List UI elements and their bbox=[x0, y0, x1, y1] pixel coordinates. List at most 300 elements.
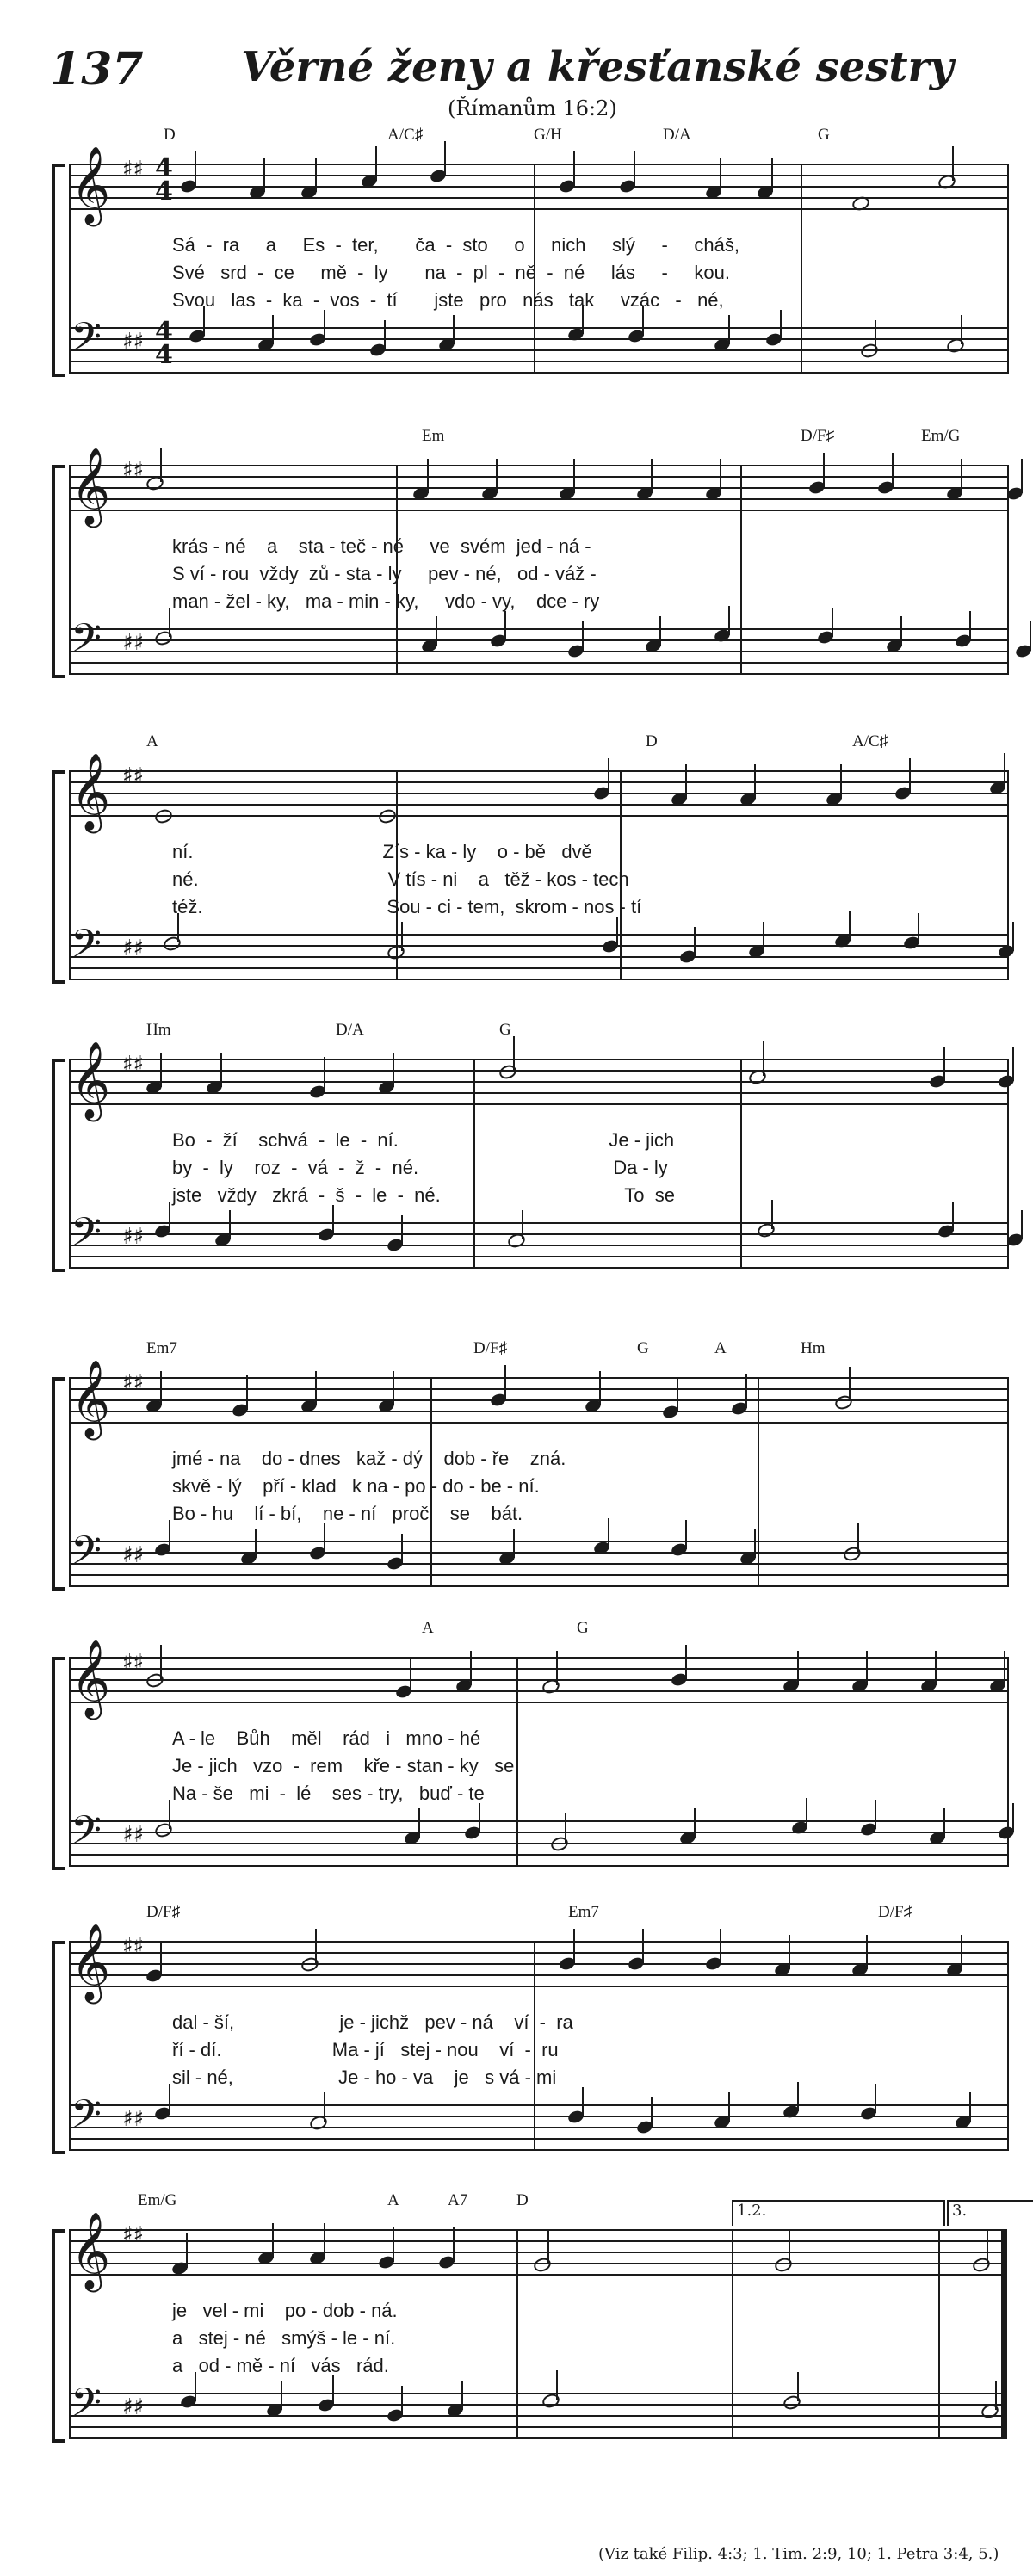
staff-line bbox=[69, 979, 1007, 980]
note-stem bbox=[780, 310, 782, 339]
staff-line bbox=[69, 1222, 1007, 1224]
staff-line bbox=[69, 2149, 1007, 2151]
note-stem bbox=[169, 1800, 170, 1829]
note-stem bbox=[797, 2082, 799, 2111]
note-stem bbox=[160, 1645, 162, 1679]
note-stem bbox=[186, 2233, 188, 2268]
staff-line bbox=[69, 651, 1007, 652]
key-signature-icon: ♯♯ bbox=[122, 2394, 145, 2420]
treble-clef-icon: 𝄞 bbox=[71, 146, 111, 224]
note-stem bbox=[849, 911, 851, 941]
staff-line bbox=[69, 2240, 1007, 2242]
note-stem bbox=[892, 453, 894, 487]
note-stem bbox=[169, 608, 170, 637]
chord-symbol: A/C♯ bbox=[387, 126, 424, 144]
note-stem bbox=[995, 2381, 997, 2410]
note-stem bbox=[556, 1651, 558, 1685]
chord-symbol: Em7 bbox=[568, 1903, 599, 1921]
lyric-line-verse-3: sil - né, Je - ho - va je s vá - mi bbox=[172, 2066, 557, 2088]
staff-line bbox=[69, 1865, 1007, 1867]
note-stem bbox=[943, 1047, 945, 1081]
note-stem bbox=[866, 1651, 868, 1685]
note-stem bbox=[943, 1808, 945, 1838]
staff-line bbox=[69, 815, 1007, 817]
note-stem bbox=[418, 1808, 420, 1838]
note-stem bbox=[634, 151, 635, 186]
bass-clef-icon: 𝄢 bbox=[71, 1807, 102, 1863]
treble-staff bbox=[69, 753, 1007, 831]
barline bbox=[1007, 1377, 1009, 1587]
note-stem bbox=[771, 158, 773, 192]
note-stem bbox=[324, 2223, 325, 2258]
staff-line bbox=[69, 1574, 1007, 1576]
note-stem bbox=[771, 1200, 773, 1229]
staff-line bbox=[69, 476, 1007, 478]
bass-staff bbox=[69, 921, 1007, 982]
staff-line bbox=[69, 175, 1007, 176]
note-stem bbox=[987, 2229, 988, 2264]
note-stem bbox=[875, 1800, 876, 1829]
chord-symbol: Hm bbox=[146, 1021, 171, 1039]
note-stem bbox=[875, 2084, 876, 2113]
note-stem bbox=[281, 2381, 282, 2410]
note-stem bbox=[875, 320, 876, 349]
barline bbox=[69, 2229, 71, 2439]
staff-line bbox=[69, 1702, 1007, 1703]
note-stem bbox=[169, 1520, 170, 1549]
music-system bbox=[52, 1339, 1007, 1627]
staff-line bbox=[69, 1563, 1007, 1565]
staff-line bbox=[69, 1388, 1007, 1390]
note-stem bbox=[582, 621, 584, 651]
note-stem bbox=[1012, 922, 1014, 951]
lyric-line-verse-1: Sá - ra a Es - ter, ča - sto o nich slý - cháš, bbox=[172, 234, 739, 256]
note-stem bbox=[332, 1205, 334, 1234]
bass-clef-icon: 𝄢 bbox=[71, 2380, 102, 2436]
footnote: (Viz také Filip. 4:3; 1. Tim. 2:9, 10; 1. Petra 3:4, 5.) bbox=[598, 2545, 999, 2563]
note-stem bbox=[694, 927, 696, 956]
note-stem bbox=[754, 764, 756, 799]
staff-line bbox=[69, 186, 1007, 188]
note-stem bbox=[160, 1053, 162, 1087]
staff-line bbox=[69, 498, 1007, 500]
staff-line bbox=[69, 1843, 1007, 1844]
staff-line bbox=[69, 639, 1007, 641]
note-stem bbox=[952, 1202, 954, 1231]
barline bbox=[69, 770, 71, 980]
note-stem bbox=[393, 1371, 394, 1405]
note-stem bbox=[1021, 459, 1023, 493]
system-bracket bbox=[52, 1941, 65, 2154]
barline bbox=[69, 1657, 71, 1867]
note-stem bbox=[763, 922, 764, 951]
chord-symbol: D bbox=[164, 126, 176, 144]
note-stem bbox=[272, 2223, 274, 2258]
note-stem bbox=[763, 1041, 764, 1076]
lyric-line-verse-1: ní. Zís - ka - ly o - bě dvě bbox=[172, 841, 592, 862]
staff-line bbox=[69, 1399, 1007, 1401]
note-stem bbox=[504, 1365, 506, 1399]
chord-symbol: D/F♯ bbox=[473, 1339, 508, 1357]
staff-line bbox=[69, 164, 1007, 165]
staff-line bbox=[69, 2127, 1007, 2128]
note-stem bbox=[952, 146, 954, 181]
note-stem bbox=[651, 2097, 653, 2127]
staff-line bbox=[69, 781, 1007, 783]
staff-line bbox=[69, 2437, 1007, 2439]
note-stem bbox=[246, 1375, 248, 1410]
chord-symbol: G bbox=[637, 1339, 649, 1357]
note-stem bbox=[263, 158, 265, 192]
staff-line bbox=[69, 1974, 1007, 1976]
note-stem bbox=[384, 320, 386, 349]
barline bbox=[938, 2229, 940, 2439]
note-stem bbox=[513, 1529, 515, 1558]
note-stem bbox=[324, 1057, 325, 1091]
note-stem bbox=[823, 453, 825, 487]
chord-symbol: G/H bbox=[534, 126, 562, 144]
note-stem bbox=[504, 611, 506, 640]
note-stem bbox=[160, 448, 162, 482]
system-bracket bbox=[52, 770, 65, 984]
note-stem bbox=[685, 1520, 687, 1549]
note-stem bbox=[565, 1813, 566, 1843]
note-stem bbox=[160, 1371, 162, 1405]
key-signature-icon: ♯♯ bbox=[122, 458, 145, 484]
note-stem bbox=[522, 1210, 523, 1239]
barline bbox=[516, 1657, 518, 1867]
note-stem bbox=[195, 151, 196, 186]
staff-line bbox=[69, 1552, 1007, 1554]
staff-line bbox=[69, 2274, 1007, 2276]
lyric-line-verse-1: je vel - mi po - dob - ná. bbox=[172, 2300, 398, 2321]
chord-symbol: A bbox=[387, 2191, 399, 2209]
chord-symbol: D/F♯ bbox=[801, 427, 835, 445]
chord-symbol: A bbox=[146, 732, 158, 751]
staff-line bbox=[69, 465, 1007, 466]
bass-clef-icon: 𝄢 bbox=[71, 314, 102, 370]
note-stem bbox=[1012, 1803, 1014, 1832]
note-stem bbox=[513, 1036, 515, 1071]
lyric-line-verse-2: Je - jich vzo - rem kře - stan - ky se bbox=[172, 1755, 515, 1776]
note-stem bbox=[720, 158, 721, 192]
bass-clef-icon: 𝄢 bbox=[71, 1209, 102, 1265]
note-stem bbox=[720, 459, 721, 493]
staff-line bbox=[69, 487, 1007, 489]
treble-staff bbox=[69, 448, 1007, 525]
note-stem bbox=[582, 2087, 584, 2116]
note-stem bbox=[789, 2229, 790, 2264]
bass-clef-icon: 𝄢 bbox=[71, 615, 102, 671]
note-stem bbox=[220, 1053, 222, 1087]
chord-symbol: D/F♯ bbox=[146, 1903, 181, 1921]
note-stem bbox=[840, 764, 842, 799]
chord-symbol: A bbox=[422, 1619, 434, 1637]
note-stem bbox=[961, 1935, 962, 1969]
treble-clef-icon: 𝄞 bbox=[71, 2212, 111, 2289]
note-stem bbox=[410, 1657, 411, 1691]
barline bbox=[1001, 2229, 1007, 2439]
bass-clef-icon: 𝄢 bbox=[71, 2091, 102, 2147]
note-stem bbox=[797, 1651, 799, 1685]
staff-line bbox=[69, 372, 1007, 374]
music-system bbox=[52, 126, 1007, 413]
music-system bbox=[52, 2191, 1007, 2479]
bass-clef-icon: 𝄢 bbox=[71, 1528, 102, 1584]
note-stem bbox=[401, 1534, 403, 1563]
note-stem bbox=[556, 2370, 558, 2400]
note-stem bbox=[961, 459, 962, 493]
note-stem bbox=[573, 151, 575, 186]
staff-line bbox=[69, 956, 1007, 958]
lyric-line-verse-1: dal - ší, je - jichž pev - ná ví - ra bbox=[172, 2011, 573, 2033]
note-stem bbox=[401, 922, 403, 951]
staff-line bbox=[69, 208, 1007, 210]
treble-clef-icon: 𝄞 bbox=[71, 1041, 111, 1119]
note-stem bbox=[461, 2381, 463, 2410]
staff-line bbox=[69, 1820, 1007, 1822]
staff-line bbox=[69, 1256, 1007, 1257]
bass-staff bbox=[69, 2380, 1007, 2441]
key-signature-icon: ♯♯ bbox=[122, 936, 145, 961]
chord-symbol: Em7 bbox=[146, 1339, 177, 1357]
chord-symbol: D/F♯ bbox=[878, 1903, 912, 1921]
lyric-line-verse-3: též. Sou - ci - tem, skrom - nos - tí bbox=[172, 896, 642, 917]
chord-symbol: D bbox=[516, 2191, 529, 2209]
treble-staff bbox=[69, 1360, 1007, 1437]
note-stem bbox=[324, 2092, 325, 2122]
staff-line bbox=[69, 770, 1007, 772]
staff-line bbox=[69, 510, 1007, 511]
note-stem bbox=[789, 1935, 790, 1969]
system-bracket bbox=[52, 164, 65, 377]
note-stem bbox=[315, 1929, 317, 1963]
key-signature-icon: ♯♯ bbox=[122, 1224, 145, 1250]
key-signature-icon: ♯♯ bbox=[122, 2106, 145, 2132]
chord-symbol: G bbox=[818, 126, 830, 144]
music-system bbox=[52, 732, 1007, 1020]
lyric-line-verse-3: man - žel - ky, ma - min - ky, vdo - vy, dce - ry bbox=[172, 590, 600, 612]
chord-symbol: G bbox=[499, 1021, 511, 1039]
barline bbox=[69, 465, 71, 675]
note-stem bbox=[1004, 753, 1005, 788]
treble-clef-icon: 𝄞 bbox=[71, 753, 111, 831]
note-stem bbox=[1030, 621, 1031, 651]
note-stem bbox=[401, 1215, 403, 1245]
staff-line bbox=[69, 1245, 1007, 1246]
lyric-line-verse-3: a od - mě - ní vás rád. bbox=[172, 2355, 389, 2376]
staff-line bbox=[69, 2426, 1007, 2428]
music-system bbox=[52, 1021, 1007, 1308]
note-stem bbox=[169, 1202, 170, 1231]
staff-line bbox=[69, 1103, 1007, 1105]
note-stem bbox=[961, 315, 962, 344]
note-stem bbox=[573, 459, 575, 493]
key-signature-icon: ♯♯ bbox=[122, 630, 145, 656]
chord-symbol: Em bbox=[422, 427, 445, 445]
note-stem bbox=[599, 1371, 601, 1405]
chord-symbol: A/C♯ bbox=[852, 732, 888, 751]
note-stem bbox=[857, 1523, 859, 1553]
lyric-line-verse-3: Na - še mi - lé ses - try, buď - te bbox=[172, 1782, 485, 1804]
note-stem bbox=[255, 1529, 257, 1558]
staff-line bbox=[69, 327, 1007, 329]
hymn-number: 137 bbox=[50, 43, 144, 96]
note-stem bbox=[453, 2227, 455, 2262]
key-signature-icon: ♯♯ bbox=[122, 763, 145, 789]
lyric-line-verse-2: skvě - lý pří - klad k na - po - do - be - ní. bbox=[172, 1475, 540, 1497]
bass-staff bbox=[69, 615, 1007, 676]
note-stem bbox=[1012, 1047, 1014, 1081]
staff-line bbox=[69, 1059, 1007, 1060]
lyric-line-verse-2: Své srd - ce mě - ly na - pl - ně - né lás - kou. bbox=[172, 262, 730, 283]
note-stem bbox=[393, 2227, 394, 2262]
note-stem bbox=[401, 2386, 403, 2415]
music-system bbox=[52, 427, 1007, 714]
staff-line bbox=[69, 2104, 1007, 2106]
staff-line bbox=[69, 2415, 1007, 2417]
note-stem bbox=[547, 2229, 549, 2264]
note-stem bbox=[324, 310, 325, 339]
chord-symbol: D bbox=[646, 732, 658, 751]
bass-clef-icon: 𝄢 bbox=[71, 921, 102, 977]
barline bbox=[740, 465, 742, 675]
note-stem bbox=[685, 1645, 687, 1679]
lyric-line-verse-2: ří - dí. Ma - jí stej - nou ví - ru bbox=[172, 2039, 559, 2060]
note-stem bbox=[453, 315, 455, 344]
note-stem bbox=[677, 1377, 678, 1412]
note-stem bbox=[685, 764, 687, 799]
staff-line bbox=[69, 793, 1007, 794]
barline bbox=[1007, 164, 1009, 374]
note-stem bbox=[806, 1798, 807, 1827]
lyric-line-verse-1: A - le Bůh měl rád i mno - hé bbox=[172, 1727, 481, 1749]
staff-line bbox=[69, 2138, 1007, 2140]
treble-clef-icon: 𝄞 bbox=[71, 1640, 111, 1717]
treble-clef-icon: 𝄞 bbox=[71, 1924, 111, 2001]
chord-symbol: A7 bbox=[448, 2191, 468, 2209]
note-stem bbox=[229, 1210, 231, 1239]
barline bbox=[516, 2229, 518, 2439]
hymn-title: Věrné ženy a křesťanské sestry bbox=[241, 43, 954, 91]
note-stem bbox=[332, 2375, 334, 2405]
lyric-line-verse-1: Bo - ží schvá - le - ní. Je - jich bbox=[172, 1129, 675, 1151]
note-stem bbox=[728, 315, 730, 344]
bass-staff bbox=[69, 1528, 1007, 1589]
note-stem bbox=[832, 608, 833, 637]
staff-line bbox=[69, 1411, 1007, 1412]
lyric-line-verse-3: jste vždy zkrá - š - le - né. To se bbox=[172, 1184, 675, 1206]
music-system bbox=[52, 1619, 1007, 1906]
note-stem bbox=[900, 616, 902, 646]
note-stem bbox=[720, 1929, 721, 1963]
staff-line bbox=[69, 1070, 1007, 1072]
chord-symbol: Hm bbox=[801, 1339, 826, 1357]
staff-line bbox=[69, 1422, 1007, 1424]
note-stem bbox=[272, 315, 274, 344]
note-stem bbox=[849, 1367, 851, 1401]
lyric-line-verse-3: Svou las - ka - vos - tí jste pro nás tak vzác - né, bbox=[172, 289, 724, 311]
staff-line bbox=[69, 1986, 1007, 1987]
note-stem bbox=[444, 141, 446, 176]
lyric-line-verse-1: krás - né a sta - teč - né ve svém jed - ná - bbox=[172, 535, 591, 557]
barline bbox=[1007, 1941, 1009, 2151]
note-stem bbox=[659, 616, 661, 646]
staff-line bbox=[69, 967, 1007, 969]
lyric-line-verse-1: jmé - na do - dnes kaž - dý dob - ře zná. bbox=[172, 1448, 566, 1469]
note-stem bbox=[608, 1518, 609, 1547]
note-stem bbox=[324, 1523, 325, 1553]
note-stem bbox=[642, 1929, 644, 1963]
note-stem bbox=[496, 459, 498, 493]
bass-staff bbox=[69, 1209, 1007, 1270]
key-signature-icon: ♯♯ bbox=[122, 2222, 145, 2248]
staff-line bbox=[69, 2229, 1007, 2231]
staff-line bbox=[69, 2393, 1007, 2394]
system-bracket bbox=[52, 465, 65, 678]
staff-line bbox=[69, 1377, 1007, 1379]
note-stem bbox=[1021, 1210, 1023, 1239]
key-signature-icon: ♯♯ bbox=[122, 1370, 145, 1396]
note-stem bbox=[745, 1374, 747, 1408]
note-stem bbox=[315, 158, 317, 192]
chord-symbol: D/A bbox=[336, 1021, 364, 1039]
note-stem bbox=[315, 1371, 317, 1405]
key-signature-icon: ♯♯ bbox=[122, 1052, 145, 1078]
barline bbox=[69, 1377, 71, 1587]
note-stem bbox=[797, 2372, 799, 2401]
staff-line bbox=[69, 1585, 1007, 1587]
scripture-reference: (Římanům 16:2) bbox=[448, 96, 617, 120]
barline bbox=[801, 164, 802, 374]
staff-line bbox=[69, 1233, 1007, 1235]
note-stem bbox=[935, 1651, 937, 1685]
note-stem bbox=[169, 2084, 170, 2113]
staff-line bbox=[69, 934, 1007, 936]
barline bbox=[69, 1059, 71, 1269]
lyric-line-verse-3: Bo - hu lí - bí, ne - ní proč se bát. bbox=[172, 1503, 523, 1524]
barline bbox=[740, 1059, 742, 1269]
staff-line bbox=[69, 2252, 1007, 2253]
system-bracket bbox=[52, 2229, 65, 2443]
staff-line bbox=[69, 1854, 1007, 1856]
note-stem bbox=[969, 611, 971, 640]
lyric-line-verse-2: a stej - né smýš - le - ní. bbox=[172, 2327, 396, 2349]
staff-line bbox=[69, 945, 1007, 947]
treble-clef-icon: 𝄞 bbox=[71, 448, 111, 525]
note-stem bbox=[616, 917, 618, 946]
time-signature-icon: 4 4 bbox=[155, 317, 173, 370]
note-stem bbox=[754, 1529, 756, 1558]
note-stem bbox=[375, 146, 377, 181]
system-bracket bbox=[52, 1657, 65, 1870]
chord-symbol: Em/G bbox=[921, 427, 961, 445]
note-stem bbox=[427, 459, 429, 493]
barline bbox=[69, 164, 71, 374]
staff-line bbox=[69, 1267, 1007, 1269]
chord-symbol: D/A bbox=[663, 126, 691, 144]
lyric-line-verse-2: by - ly roz - vá - ž - né. Da - ly bbox=[172, 1157, 668, 1178]
barline bbox=[69, 1941, 71, 2151]
volta-ending: 3. bbox=[947, 2200, 1033, 2226]
staff-line bbox=[69, 338, 1007, 340]
staff-line bbox=[69, 804, 1007, 806]
staff-line bbox=[69, 628, 1007, 630]
key-signature-icon: ♯♯ bbox=[122, 1822, 145, 1848]
staff-line bbox=[69, 673, 1007, 675]
system-bracket bbox=[52, 1059, 65, 1272]
time-signature-icon: 4 4 bbox=[155, 153, 173, 207]
